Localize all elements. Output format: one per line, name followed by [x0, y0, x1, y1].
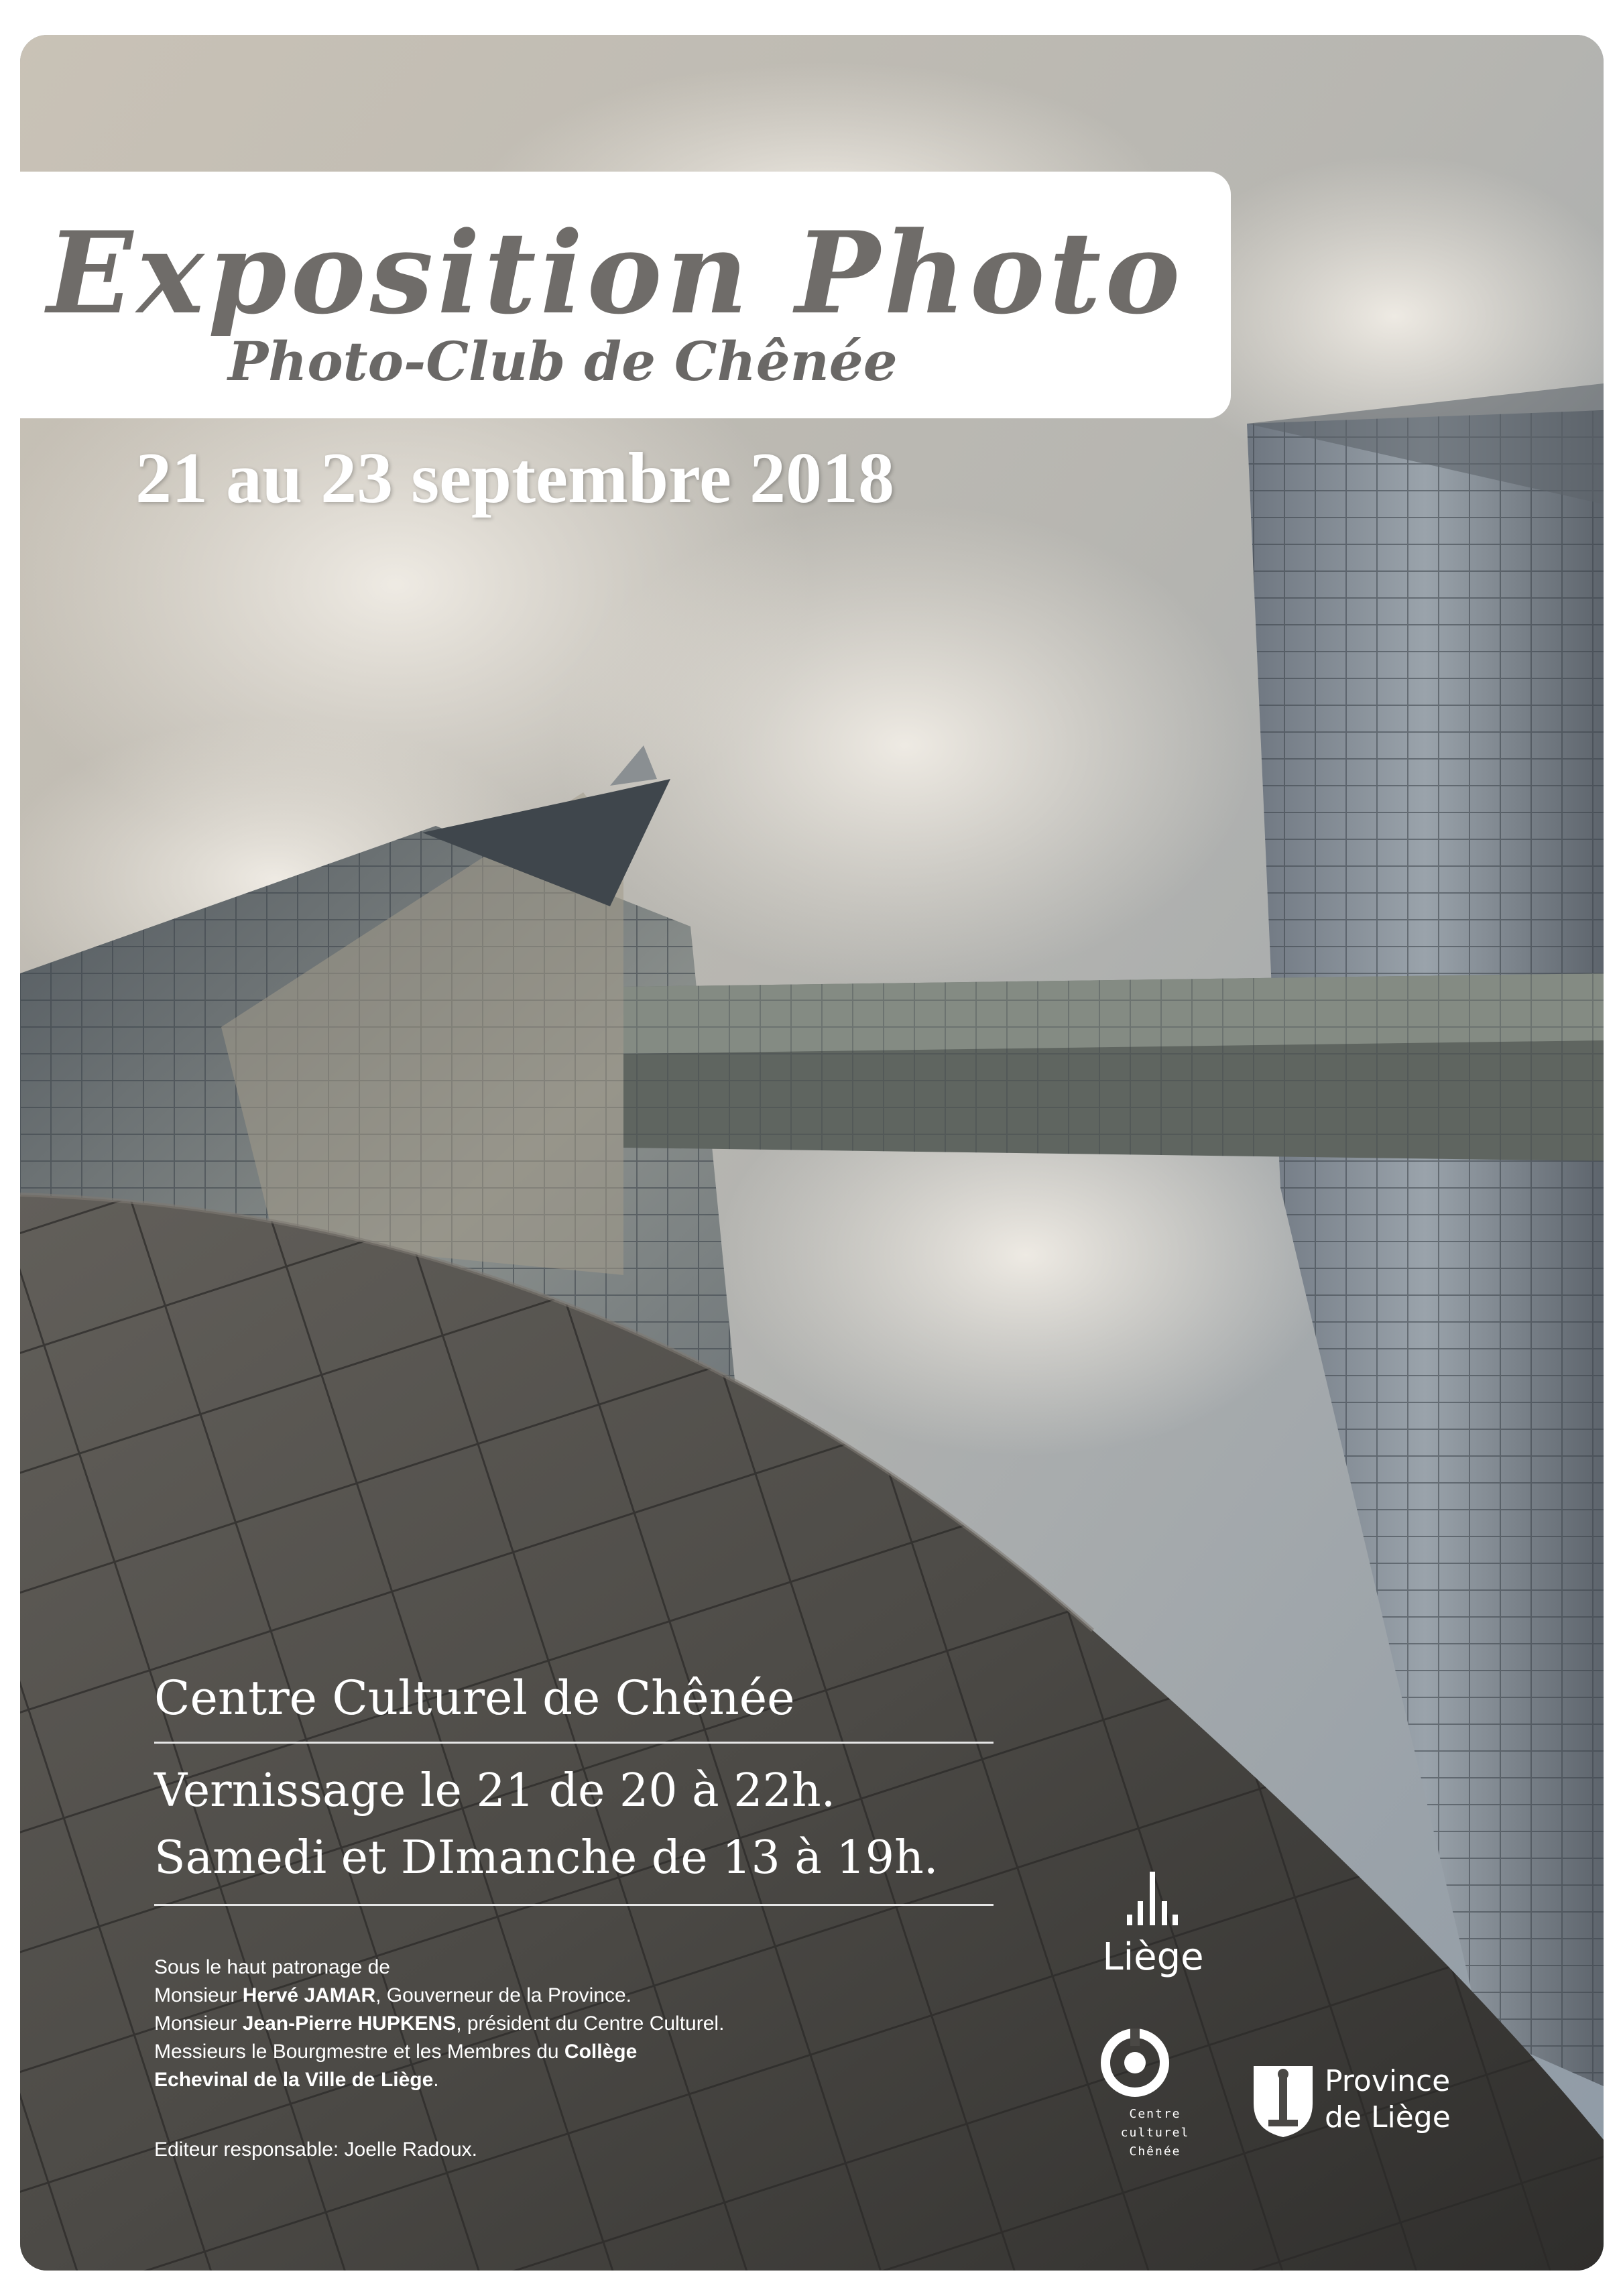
- province-liege-logo: [1251, 2063, 1451, 2142]
- divider-top: [154, 1742, 994, 1744]
- centre-culturel-ring-icon: [1098, 2026, 1172, 2100]
- exhibition-dates: 21 au 23 septembre 2018: [135, 438, 894, 518]
- patronage-line: Echevinal de la Ville de Liège.: [154, 2069, 439, 2091]
- centre-culturel-logo: [1098, 2026, 1212, 2159]
- club-name: Photo-Club de Chênée: [228, 330, 898, 393]
- publisher-note: Editeur responsable: Joelle Radoux.: [154, 2138, 477, 2161]
- poster: [20, 35, 1604, 2271]
- patronage-line: Messieurs le Bourgmestre et les Membres du Collège: [154, 2041, 638, 2063]
- liege-bars-icon: [1123, 1872, 1183, 1932]
- liege-logo-text: Liège: [1102, 1935, 1204, 1979]
- patronage-line: Monsieur Jean-Pierre HUPKENS, président du Centre Culturel.: [154, 2012, 725, 2035]
- patronage-intro: Sous le haut patronage de: [154, 1956, 390, 1978]
- patronage-block: [154, 1953, 724, 2094]
- title-banner: [20, 172, 1231, 418]
- province-logo-text: Province de Liège: [1325, 2064, 1451, 2134]
- venue-name: Centre Culturel de Chênée: [154, 1671, 795, 1726]
- patronage-line: Monsieur Hervé JAMAR, Gouverneur de la Province.: [154, 1984, 632, 2006]
- opening-schedule: Vernissage le 21 de 20 à 22h.: [154, 1764, 836, 1817]
- province-perron-icon: [1251, 2063, 1315, 2138]
- liege-city-logo: [1099, 1872, 1207, 1979]
- centre-culturel-caption-1: Centre: [1129, 2107, 1181, 2121]
- weekend-schedule: Samedi et DImanche de 13 à 19h.: [154, 1831, 939, 1884]
- centre-culturel-caption-3: Chênée: [1129, 2144, 1181, 2159]
- centre-culturel-caption-2: culturel: [1120, 2126, 1190, 2140]
- divider-bottom: [154, 1904, 994, 1906]
- exhibition-title: Exposition Photo: [47, 206, 1185, 339]
